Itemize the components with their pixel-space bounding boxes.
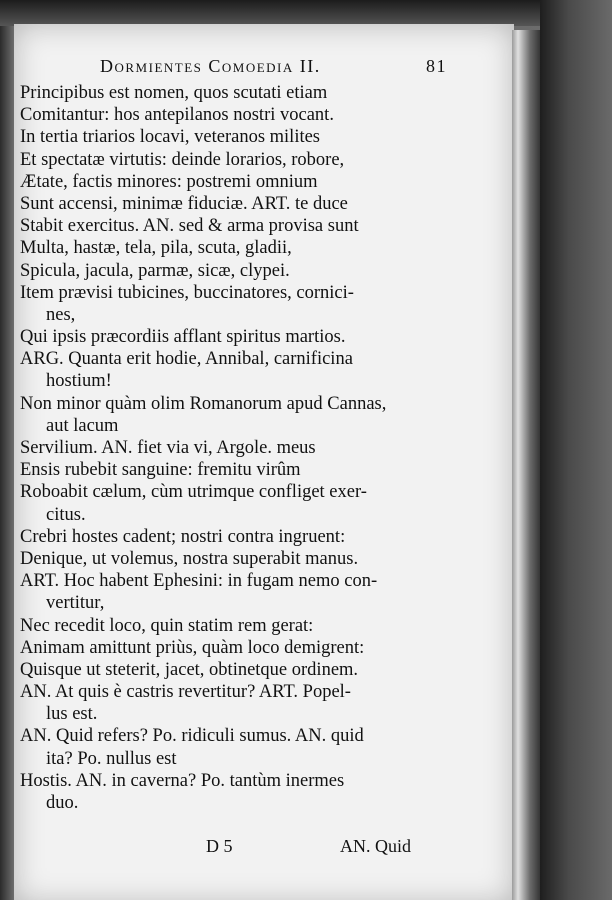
text-line: Animam amittunt priùs, quàm loco demigrent: xyxy=(20,637,365,658)
top-shadow xyxy=(0,0,612,26)
signature-mark: D 5 xyxy=(206,836,233,857)
text-line: Qui ipsis præcordiis afflant spiritus martios. xyxy=(20,327,346,348)
text-line: hostium! xyxy=(46,371,112,392)
text-line: Et spectatæ virtutis: deinde lorarios, robore, xyxy=(20,149,345,170)
page-footer xyxy=(20,836,440,862)
text-line: ARG. Quanta erit hodie, Annibal, carnificina xyxy=(20,349,353,370)
text-line: nes, xyxy=(46,304,76,325)
text-line: Stabit exercitus. AN. sed & arma provisa sunt xyxy=(20,216,359,237)
text-line: Principibus est nomen, quos scutati etiam xyxy=(20,83,328,103)
text-line: Denique, ut volemus, nostra superabit manus. xyxy=(20,548,359,569)
text-body xyxy=(20,82,440,814)
text-line: Comitantur: hos antepilanos nostri vocant. xyxy=(20,105,334,126)
catchword: AN. Quid xyxy=(340,836,411,857)
text-line: Crebri hostes cadent; nostri contra ingruent: xyxy=(20,526,346,547)
page-edges xyxy=(512,30,542,900)
text-line: Servilium. AN. fiet via vi, Argole. meus xyxy=(20,438,316,458)
text-line: Hostis. AN. in caverna? Po. tantùm inermes xyxy=(20,770,345,791)
text-line: vertitur, xyxy=(46,593,105,614)
text-line: Spicula, jacula, parmæ, sicæ, clypei. xyxy=(20,260,290,281)
page-number: 81 xyxy=(426,56,447,76)
text-line: Sunt accensi, minimæ fiduciæ. ART. te duce xyxy=(20,193,348,214)
text-line: In tertia triarios locavi, veteranos milites xyxy=(20,127,321,148)
running-title: Dormientes Comoedia II. xyxy=(100,56,321,76)
text-line: Item prævisi tubicines, buccinatores, cornici- xyxy=(20,282,354,303)
text-line: Nec recedit loco, quin statim rem gerat: xyxy=(20,615,314,636)
text-line: duo. xyxy=(46,793,79,813)
text-line: Non minor quàm olim Romanorum apud Cannas, xyxy=(20,393,387,414)
text-line: ita? Po. nullus est xyxy=(46,748,177,769)
text-line: AN. At quis è castris revertitur? ART. Popel- xyxy=(20,682,351,703)
text-line: citus. xyxy=(46,504,86,525)
text-line: Quisque ut steterit, jacet, obtinetque ordinem. xyxy=(20,659,359,680)
text-line: aut lacum xyxy=(46,415,119,436)
text-line: Ensis rubebit sanguine: fremitu virûm xyxy=(20,460,301,481)
book-cover xyxy=(540,0,612,900)
text-line: ART. Hoc habent Ephesini: in fugam nemo con- xyxy=(20,571,378,592)
text-line: AN. Quid refers? Po. ridiculi sumus. AN. quid xyxy=(20,726,364,747)
page-header xyxy=(20,56,447,82)
text-line: lus est. xyxy=(46,704,98,725)
page-text xyxy=(20,56,447,862)
text-line: Ætate, factis minores: postremi omnium xyxy=(20,171,318,192)
text-line: Roboabit cælum, cùm utrimque confliget exer- xyxy=(20,482,367,503)
text-line: Multa, hastæ, tela, pila, scuta, gladii, xyxy=(20,238,292,259)
